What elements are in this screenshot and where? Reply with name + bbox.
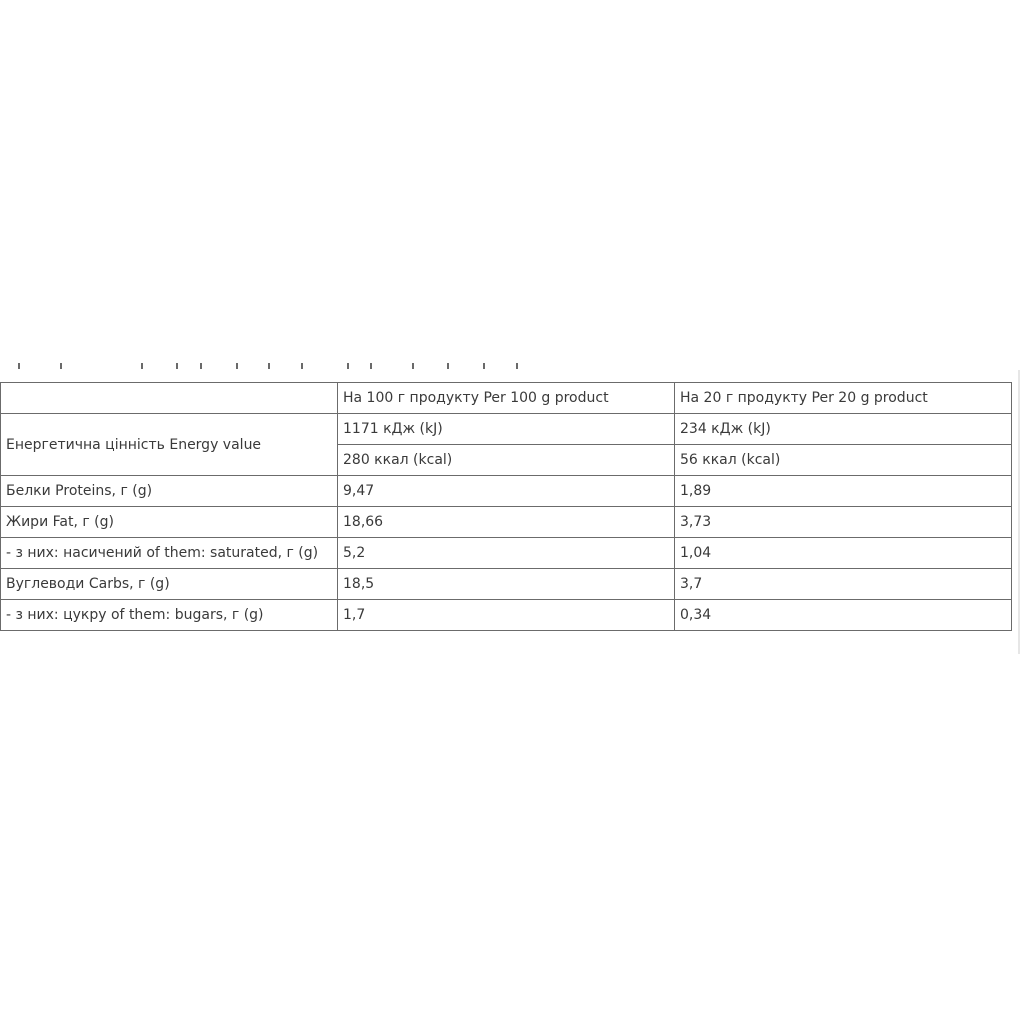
table-header-row xyxy=(1,383,1012,414)
row-label-saturated: - з них: насичений of them: saturated, г (g) xyxy=(1,538,338,569)
energy-kj-per-20g: 234 кДж (kJ) xyxy=(675,414,1012,445)
header-empty-cell xyxy=(1,383,338,414)
row-value-per-20g: 0,34 xyxy=(675,600,1012,631)
table-row xyxy=(1,476,1012,507)
row-label-fat: Жири Fat, г (g) xyxy=(1,507,338,538)
row-value-per-100g: 1,7 xyxy=(338,600,675,631)
row-value-per-20g: 1,89 xyxy=(675,476,1012,507)
row-value-per-100g: 9,47 xyxy=(338,476,675,507)
row-label-proteins: Белки Proteins, г (g) xyxy=(1,476,338,507)
row-label-carbs: Вуглеводи Carbs, г (g) xyxy=(1,569,338,600)
table-row xyxy=(1,600,1012,631)
row-label-sugars: - з них: цукру of them: bugars, г (g) xyxy=(1,600,338,631)
row-value-per-100g: 18,5 xyxy=(338,569,675,600)
table-row-energy-kj xyxy=(1,414,1012,445)
table-row xyxy=(1,507,1012,538)
row-value-per-20g: 3,7 xyxy=(675,569,1012,600)
table-row xyxy=(1,569,1012,600)
energy-kj-per-100g: 1171 кДж (kJ) xyxy=(338,414,675,445)
energy-kcal-per-100g: 280 ккал (kcal) xyxy=(338,445,675,476)
cropped-text-line xyxy=(0,358,1010,370)
row-value-per-100g: 18,66 xyxy=(338,507,675,538)
row-value-per-20g: 3,73 xyxy=(675,507,1012,538)
energy-kcal-per-20g: 56 ккал (kcal) xyxy=(675,445,1012,476)
row-value-per-100g: 5,2 xyxy=(338,538,675,569)
scrollbar-track[interactable] xyxy=(1018,370,1020,654)
row-value-per-20g: 1,04 xyxy=(675,538,1012,569)
energy-label: Енергетична цінність Energy value xyxy=(1,414,338,476)
header-per-100g: На 100 г продукту Per 100 g product xyxy=(338,383,675,414)
table-row xyxy=(1,538,1012,569)
nutrition-table xyxy=(0,382,1012,631)
header-per-20g: На 20 г продукту Per 20 g product xyxy=(675,383,1012,414)
